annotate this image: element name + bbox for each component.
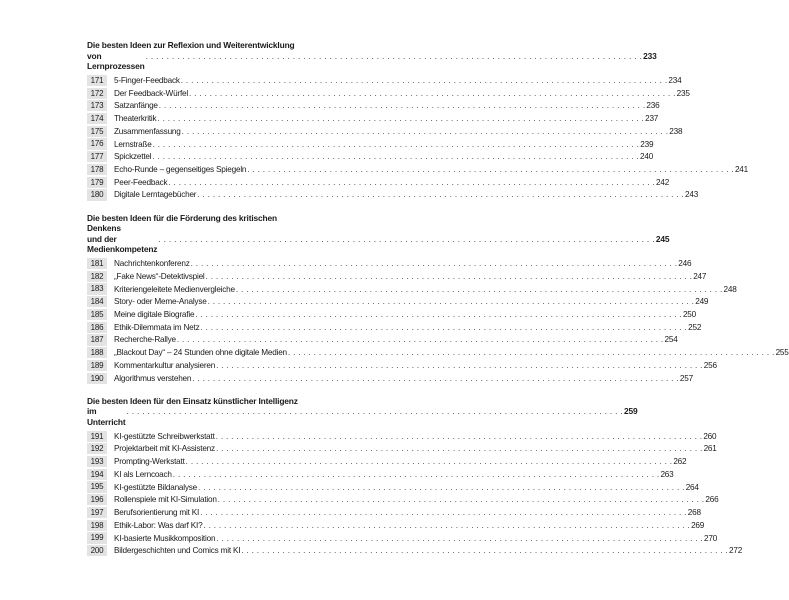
toc-entry — [87, 296, 709, 307]
entry-page: 242 — [656, 177, 670, 187]
toc-entry — [87, 88, 690, 99]
entry-title: KI-basierte Musikkomposition — [114, 533, 216, 543]
entry-number: 173 — [87, 100, 107, 111]
leader-dots — [200, 508, 687, 517]
leader-dots — [153, 140, 640, 149]
leader-dots — [177, 335, 664, 344]
entry-title: Digitale Lerntagebücher — [114, 190, 197, 200]
entry-title: Peer-Feedback — [114, 177, 168, 187]
entry-title: Meine digitale Biografie — [114, 309, 195, 319]
toc-entry — [87, 283, 737, 294]
toc-entry — [87, 138, 654, 149]
entry-page: 262 — [673, 457, 687, 467]
entry-title: Ethik-Labor: Was darf KI? — [114, 520, 203, 530]
entry-page: 261 — [703, 444, 717, 454]
toc-entry — [87, 494, 719, 505]
toc-entry — [87, 258, 692, 269]
entry-page: 270 — [703, 533, 718, 543]
entry-number: 175 — [87, 126, 107, 137]
toc-entry — [87, 456, 687, 467]
entry-title: Bildergeschichten und Comics mit KI — [114, 546, 241, 556]
entry-title: Projektarbeit mit KI-Assistenz — [114, 444, 215, 454]
leader-dots — [186, 457, 673, 466]
leader-dots — [192, 374, 679, 383]
leader-dots — [173, 470, 660, 479]
entry-page: 239 — [640, 139, 654, 149]
entry-number: 176 — [87, 138, 107, 149]
entry-number: 180 — [87, 189, 107, 200]
entry-number: 190 — [87, 373, 107, 384]
entry-page: 269 — [691, 520, 705, 530]
toc-entry — [87, 151, 654, 162]
entry-page: 263 — [660, 469, 674, 479]
entry-title: Ethik-Dilemmata im Netz — [114, 322, 200, 332]
entry-page: 248 — [723, 284, 737, 294]
leader-dots — [198, 483, 685, 492]
toc-entry — [87, 507, 701, 518]
leader-dots — [181, 76, 668, 85]
leader-dots — [168, 178, 655, 187]
entry-number: 185 — [87, 309, 107, 320]
entry-page: 250 — [682, 309, 697, 319]
entry-page: 247 — [693, 271, 707, 281]
leader-dots — [288, 348, 775, 357]
toc-entry — [87, 532, 718, 543]
section-title-row — [87, 50, 657, 72]
entry-title: Kommentarkultur analysieren — [114, 360, 216, 370]
entry-page: 236 — [646, 101, 660, 111]
entry-title: Kriteriengeleitete Medienvergleiche — [114, 284, 235, 294]
entry-number: 196 — [87, 494, 107, 505]
entry-number: 191 — [87, 431, 107, 442]
entry-number: 194 — [87, 469, 107, 480]
section-page: 245 — [655, 233, 670, 244]
toc-entry — [87, 431, 717, 442]
entry-number: 181 — [87, 258, 107, 269]
toc-entry — [87, 481, 699, 492]
entry-number: 188 — [87, 347, 107, 358]
entry-title: Lernstraße — [114, 139, 152, 149]
leader-dots — [208, 297, 695, 306]
entry-page: 264 — [685, 482, 699, 492]
entry-title: „Fake News“-Detektivspiel — [114, 271, 205, 281]
toc-entry — [87, 347, 789, 358]
entry-title: Zusammenfassung — [114, 126, 181, 136]
table-of-contents — [87, 40, 789, 568]
toc-section — [87, 395, 743, 557]
leader-dots — [247, 165, 734, 174]
leader-dots — [191, 259, 678, 268]
toc-entry — [87, 373, 693, 384]
entry-title: Nachrichtenkonferenz — [114, 259, 190, 269]
entry-number: 187 — [87, 334, 107, 345]
toc-entry — [87, 520, 705, 531]
section-title-cont: und der Medienkompetenz — [87, 233, 158, 255]
entry-title: KI als Lerncoach — [114, 469, 172, 479]
leader-dots — [241, 546, 728, 555]
entry-number: 195 — [87, 481, 107, 492]
entry-number: 174 — [87, 113, 107, 124]
toc-entry — [87, 469, 674, 480]
entry-number: 198 — [87, 520, 107, 531]
entry-page: 257 — [679, 373, 693, 383]
entry-number: 179 — [87, 177, 107, 188]
toc-entry — [87, 545, 743, 556]
entry-title: Story- oder Meme-Analyse — [114, 297, 207, 307]
toc-entry — [87, 126, 683, 137]
leader-dots — [157, 114, 644, 123]
toc-entry — [87, 100, 660, 111]
entry-page: 243 — [684, 190, 699, 200]
entry-number: 193 — [87, 456, 107, 467]
entry-page: 254 — [664, 335, 678, 345]
entry-page: 237 — [645, 114, 659, 124]
entry-title: 5-Finger-Feedback — [114, 75, 180, 85]
leader-dots — [203, 521, 690, 530]
leader-dots — [182, 127, 669, 136]
toc-entry — [87, 443, 717, 454]
entry-number: 197 — [87, 507, 107, 518]
leader-dots — [158, 234, 654, 245]
toc-entry — [87, 164, 748, 175]
entry-number: 186 — [87, 322, 107, 333]
entry-page: 238 — [669, 126, 683, 136]
leader-dots — [218, 495, 705, 504]
entry-title: KI-gestützte Schreibwerkstatt — [114, 431, 215, 441]
leader-dots — [200, 323, 687, 332]
leader-dots — [216, 444, 703, 453]
leader-dots — [197, 190, 684, 199]
section-title: Die besten Ideen für die Förderung des kritischen Denkens — [87, 212, 277, 234]
entry-page: 268 — [687, 508, 701, 518]
leader-dots — [236, 285, 723, 294]
leader-dots — [216, 534, 703, 543]
toc-entry — [87, 334, 678, 345]
leader-dots — [189, 89, 676, 98]
entry-number: 200 — [87, 545, 107, 556]
toc-entry — [87, 113, 659, 124]
entry-page: 272 — [728, 546, 743, 556]
entry-number: 182 — [87, 271, 107, 282]
section-title: Die besten Ideen für den Einsatz künstlicher Intelligenz — [87, 395, 298, 406]
entry-title: „Blackout Day“ – 24 Stunden ohne digitale Medien — [114, 348, 287, 358]
entry-page: 252 — [688, 322, 702, 332]
entry-page: 249 — [695, 297, 709, 307]
entry-title: Theaterkritik — [114, 114, 157, 124]
leader-dots — [216, 432, 703, 441]
entry-number: 172 — [87, 88, 107, 99]
toc-entry — [87, 322, 702, 333]
toc-section — [87, 212, 789, 384]
entry-page: 234 — [668, 75, 682, 85]
section-title-cont: von Lernprozessen — [87, 50, 145, 72]
entry-number: 199 — [87, 532, 107, 543]
leader-dots — [152, 152, 639, 161]
entry-title: Spickzettel — [114, 152, 152, 162]
entry-page: 246 — [678, 259, 692, 269]
toc-section — [87, 40, 748, 201]
entry-page: 235 — [676, 88, 690, 98]
entry-title: Algorithmus verstehen — [114, 373, 192, 383]
entry-number: 189 — [87, 360, 107, 371]
leader-dots — [216, 361, 703, 370]
entry-number: 184 — [87, 296, 107, 307]
entry-number: 178 — [87, 164, 107, 175]
entry-title: KI-gestützte Bildanalyse — [114, 482, 198, 492]
entry-number: 177 — [87, 151, 107, 162]
entry-page: 255 — [775, 348, 789, 358]
entry-title: Echo-Runde – gegenseitiges Spiegeln — [114, 165, 247, 175]
toc-entry — [87, 271, 707, 282]
section-page: 233 — [643, 50, 657, 61]
entry-title: Berufsorientierung mit KI — [114, 508, 200, 518]
leader-dots — [206, 272, 693, 281]
section-title-row — [87, 406, 638, 427]
entry-page: 240 — [640, 152, 654, 162]
section-title-cont: im Unterricht — [87, 406, 126, 427]
leader-dots — [127, 406, 623, 417]
leader-dots — [159, 101, 646, 110]
entry-number: 171 — [87, 75, 107, 86]
toc-entry — [87, 360, 717, 371]
section-page: 259 — [624, 406, 638, 417]
entry-title: Prompting-Werkstatt — [114, 457, 185, 467]
entry-number: 192 — [87, 443, 107, 454]
leader-dots — [195, 310, 682, 319]
entry-page: 260 — [703, 431, 717, 441]
entry-number: 183 — [87, 283, 107, 294]
entry-title: Recherche-Rallye — [114, 335, 176, 345]
toc-entry — [87, 177, 670, 188]
entry-title: Der Feedback-Würfel — [114, 88, 189, 98]
toc-entry — [87, 189, 699, 200]
leader-dots — [146, 51, 642, 62]
section-title: Die besten Ideen zur Reflexion und Weiterentwicklung — [87, 40, 295, 50]
entry-page: 266 — [705, 495, 719, 505]
section-title-row — [87, 233, 670, 255]
entry-title: Satzanfänge — [114, 101, 158, 111]
entry-page: 241 — [734, 165, 748, 175]
entry-title: Rollenspiele mit KI-Simulation — [114, 495, 217, 505]
toc-entry — [87, 309, 697, 320]
entry-page: 256 — [703, 360, 717, 370]
toc-entry — [87, 75, 682, 86]
